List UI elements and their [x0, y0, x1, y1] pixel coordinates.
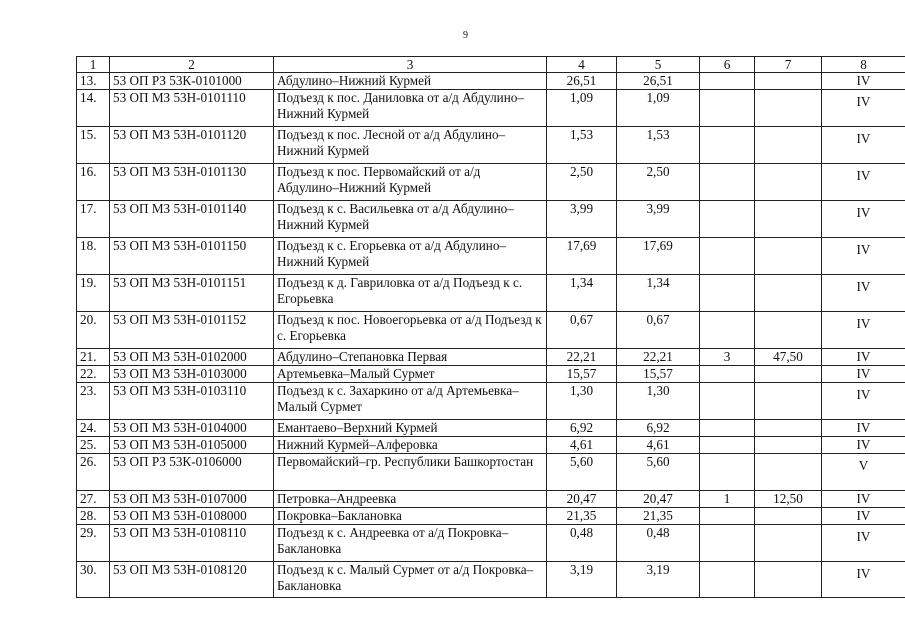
road-category: IV — [822, 275, 905, 312]
row-number: 26. — [77, 454, 110, 491]
road-category: IV — [822, 164, 905, 201]
length-total: 1,09 — [547, 90, 617, 127]
length-total: 6,92 — [547, 420, 617, 437]
header-cell: 3 — [274, 57, 547, 73]
table-row — [77, 90, 905, 127]
road-code: 53 ОП МЗ 53Н-0104000 — [110, 420, 274, 437]
column-6-value — [700, 454, 755, 491]
table-row — [77, 73, 905, 90]
road-name: Абдулино–Степановка Первая — [274, 349, 547, 366]
road-code: 53 ОП МЗ 53Н-0103000 — [110, 366, 274, 383]
column-7-value — [755, 525, 822, 562]
road-name: Подъезд к с. Егорьевка от а/д Абдулино–Нижний Курмей — [274, 238, 547, 275]
length-total: 15,57 — [547, 366, 617, 383]
length-paved: 5,60 — [617, 454, 700, 491]
column-6-value — [700, 90, 755, 127]
road-category: IV — [822, 491, 905, 508]
length-total: 1,53 — [547, 127, 617, 164]
length-paved: 20,47 — [617, 491, 700, 508]
column-7-value: 47,50 — [755, 349, 822, 366]
road-name: Подъезд к пос. Даниловка от а/д Абдулино–Нижний Курмей — [274, 90, 547, 127]
column-7-value — [755, 164, 822, 201]
road-name: Подъезд к пос. Лесной от а/д Абдулино–Нижний Курмей — [274, 127, 547, 164]
column-7-value — [755, 127, 822, 164]
column-6-value — [700, 508, 755, 525]
length-total: 2,50 — [547, 164, 617, 201]
length-total: 22,21 — [547, 349, 617, 366]
row-number: 30. — [77, 562, 110, 598]
road-name: Покровка–Баклановка — [274, 508, 547, 525]
length-paved: 3,99 — [617, 201, 700, 238]
road-category: IV — [822, 127, 905, 164]
road-category: V — [822, 454, 905, 491]
page-number: 9 — [463, 30, 468, 41]
road-category: IV — [822, 201, 905, 238]
row-number: 23. — [77, 383, 110, 420]
table-row — [77, 164, 905, 201]
header-cell: 8 — [822, 57, 905, 73]
length-paved: 1,30 — [617, 383, 700, 420]
road-name: Артемьевка–Малый Сурмет — [274, 366, 547, 383]
length-total: 3,99 — [547, 201, 617, 238]
column-7-value: 12,50 — [755, 491, 822, 508]
road-category: IV — [822, 312, 905, 349]
column-7-value — [755, 383, 822, 420]
length-paved: 0,48 — [617, 525, 700, 562]
column-7-value — [755, 562, 822, 598]
length-total: 3,19 — [547, 562, 617, 598]
road-name: Нижний Курмей–Алферовка — [274, 437, 547, 454]
road-name: Подъезд к пос. Первомайский от а/д Абдулино–Нижний Курмей — [274, 164, 547, 201]
column-7-value — [755, 275, 822, 312]
road-category: IV — [822, 383, 905, 420]
row-number: 18. — [77, 238, 110, 275]
road-name: Подъезд к с. Захаркино от а/д Артемьевка–Малый Сурмет — [274, 383, 547, 420]
road-name: Петровка–Андреевка — [274, 491, 547, 508]
road-code: 53 ОП МЗ 53Н-0101130 — [110, 164, 274, 201]
table-row — [77, 238, 905, 275]
road-code: 53 ОП МЗ 53Н-0101110 — [110, 90, 274, 127]
length-paved: 17,69 — [617, 238, 700, 275]
table-row — [77, 275, 905, 312]
column-7-value — [755, 90, 822, 127]
road-category: IV — [822, 238, 905, 275]
column-6-value — [700, 420, 755, 437]
road-category: IV — [822, 508, 905, 525]
row-number: 16. — [77, 164, 110, 201]
column-6-value — [700, 525, 755, 562]
header-cell: 6 — [700, 57, 755, 73]
header-cell: 7 — [755, 57, 822, 73]
table-row — [77, 491, 905, 508]
road-category: IV — [822, 562, 905, 598]
row-number: 24. — [77, 420, 110, 437]
row-number: 29. — [77, 525, 110, 562]
road-name: Подъезд к с. Андреевка от а/д Покровка–Баклановка — [274, 525, 547, 562]
table-row — [77, 201, 905, 238]
table-row — [77, 454, 905, 491]
column-6-value — [700, 437, 755, 454]
table-row — [77, 366, 905, 383]
length-total: 0,48 — [547, 525, 617, 562]
length-paved: 15,57 — [617, 366, 700, 383]
length-paved: 4,61 — [617, 437, 700, 454]
length-total: 1,30 — [547, 383, 617, 420]
table-row — [77, 508, 905, 525]
road-code: 53 ОП МЗ 53Н-0102000 — [110, 349, 274, 366]
column-6-value — [700, 127, 755, 164]
road-category: IV — [822, 90, 905, 127]
road-name: Первомайский–гр. Республики Башкортостан — [274, 454, 547, 491]
road-code: 53 ОП РЗ 53К-0101000 — [110, 73, 274, 90]
header-cell: 5 — [617, 57, 700, 73]
column-7-value — [755, 312, 822, 349]
column-7-value — [755, 437, 822, 454]
road-category: IV — [822, 73, 905, 90]
road-name: Подъезд к с. Васильевка от а/д Абдулино–Нижний Курмей — [274, 201, 547, 238]
column-6-value — [700, 275, 755, 312]
table-row — [77, 383, 905, 420]
table-row — [77, 312, 905, 349]
road-code: 53 ОП МЗ 53Н-0108110 — [110, 525, 274, 562]
road-code: 53 ОП МЗ 53Н-0103110 — [110, 383, 274, 420]
length-total: 20,47 — [547, 491, 617, 508]
column-6-value — [700, 312, 755, 349]
length-paved: 1,34 — [617, 275, 700, 312]
column-7-value — [755, 508, 822, 525]
row-number: 14. — [77, 90, 110, 127]
table-row — [77, 349, 905, 366]
row-number: 17. — [77, 201, 110, 238]
road-category: IV — [822, 366, 905, 383]
column-6-value — [700, 562, 755, 598]
row-number: 22. — [77, 366, 110, 383]
column-6-value — [700, 201, 755, 238]
length-total: 21,35 — [547, 508, 617, 525]
column-7-value — [755, 201, 822, 238]
column-7-value — [755, 454, 822, 491]
roads-table — [76, 56, 905, 598]
column-6-value — [700, 383, 755, 420]
road-category: IV — [822, 525, 905, 562]
length-total: 26,51 — [547, 73, 617, 90]
column-6-value — [700, 73, 755, 90]
length-total: 0,67 — [547, 312, 617, 349]
road-code: 53 ОП МЗ 53Н-0101151 — [110, 275, 274, 312]
column-6-value — [700, 238, 755, 275]
road-code: 53 ОП МЗ 53Н-0107000 — [110, 491, 274, 508]
length-paved: 3,19 — [617, 562, 700, 598]
column-6-value: 3 — [700, 349, 755, 366]
length-paved: 1,09 — [617, 90, 700, 127]
column-6-value — [700, 366, 755, 383]
road-category: IV — [822, 437, 905, 454]
road-category: IV — [822, 420, 905, 437]
road-name: Подъезд к с. Малый Сурмет от а/д Покровка–Баклановка — [274, 562, 547, 598]
length-total: 4,61 — [547, 437, 617, 454]
header-cell: 2 — [110, 57, 274, 73]
row-number: 21. — [77, 349, 110, 366]
length-paved: 2,50 — [617, 164, 700, 201]
table-row — [77, 420, 905, 437]
road-category: IV — [822, 349, 905, 366]
length-total: 17,69 — [547, 238, 617, 275]
road-code: 53 ОП МЗ 53Н-0105000 — [110, 437, 274, 454]
road-code: 53 ОП МЗ 53Н-0101152 — [110, 312, 274, 349]
table-row — [77, 525, 905, 562]
row-number: 20. — [77, 312, 110, 349]
length-paved: 0,67 — [617, 312, 700, 349]
column-6-value — [700, 164, 755, 201]
row-number: 28. — [77, 508, 110, 525]
length-paved: 1,53 — [617, 127, 700, 164]
road-name: Подъезд к пос. Новоегорьевка от а/д Подъезд к с. Егорьевка — [274, 312, 547, 349]
road-code: 53 ОП МЗ 53Н-0101120 — [110, 127, 274, 164]
length-paved: 26,51 — [617, 73, 700, 90]
table-row — [77, 437, 905, 454]
road-name: Подъезд к д. Гавриловка от а/д Подъезд к с. Егорьевка — [274, 275, 547, 312]
row-number: 13. — [77, 73, 110, 90]
road-name: Абдулино–Нижний Курмей — [274, 73, 547, 90]
row-number: 27. — [77, 491, 110, 508]
header-cell: 1 — [77, 57, 110, 73]
road-code: 53 ОП РЗ 53К-0106000 — [110, 454, 274, 491]
road-code: 53 ОП МЗ 53Н-0101140 — [110, 201, 274, 238]
length-total: 1,34 — [547, 275, 617, 312]
table-header-row — [77, 57, 905, 73]
road-name: Емантаево–Верхний Курмей — [274, 420, 547, 437]
length-paved: 22,21 — [617, 349, 700, 366]
row-number: 19. — [77, 275, 110, 312]
column-7-value — [755, 366, 822, 383]
column-7-value — [755, 73, 822, 90]
column-7-value — [755, 238, 822, 275]
table-row — [77, 127, 905, 164]
header-cell: 4 — [547, 57, 617, 73]
length-total: 5,60 — [547, 454, 617, 491]
row-number: 25. — [77, 437, 110, 454]
road-code: 53 ОП МЗ 53Н-0108120 — [110, 562, 274, 598]
length-paved: 21,35 — [617, 508, 700, 525]
road-code: 53 ОП МЗ 53Н-0101150 — [110, 238, 274, 275]
table-row — [77, 562, 905, 598]
row-number: 15. — [77, 127, 110, 164]
road-code: 53 ОП МЗ 53Н-0108000 — [110, 508, 274, 525]
length-paved: 6,92 — [617, 420, 700, 437]
column-6-value: 1 — [700, 491, 755, 508]
column-7-value — [755, 420, 822, 437]
